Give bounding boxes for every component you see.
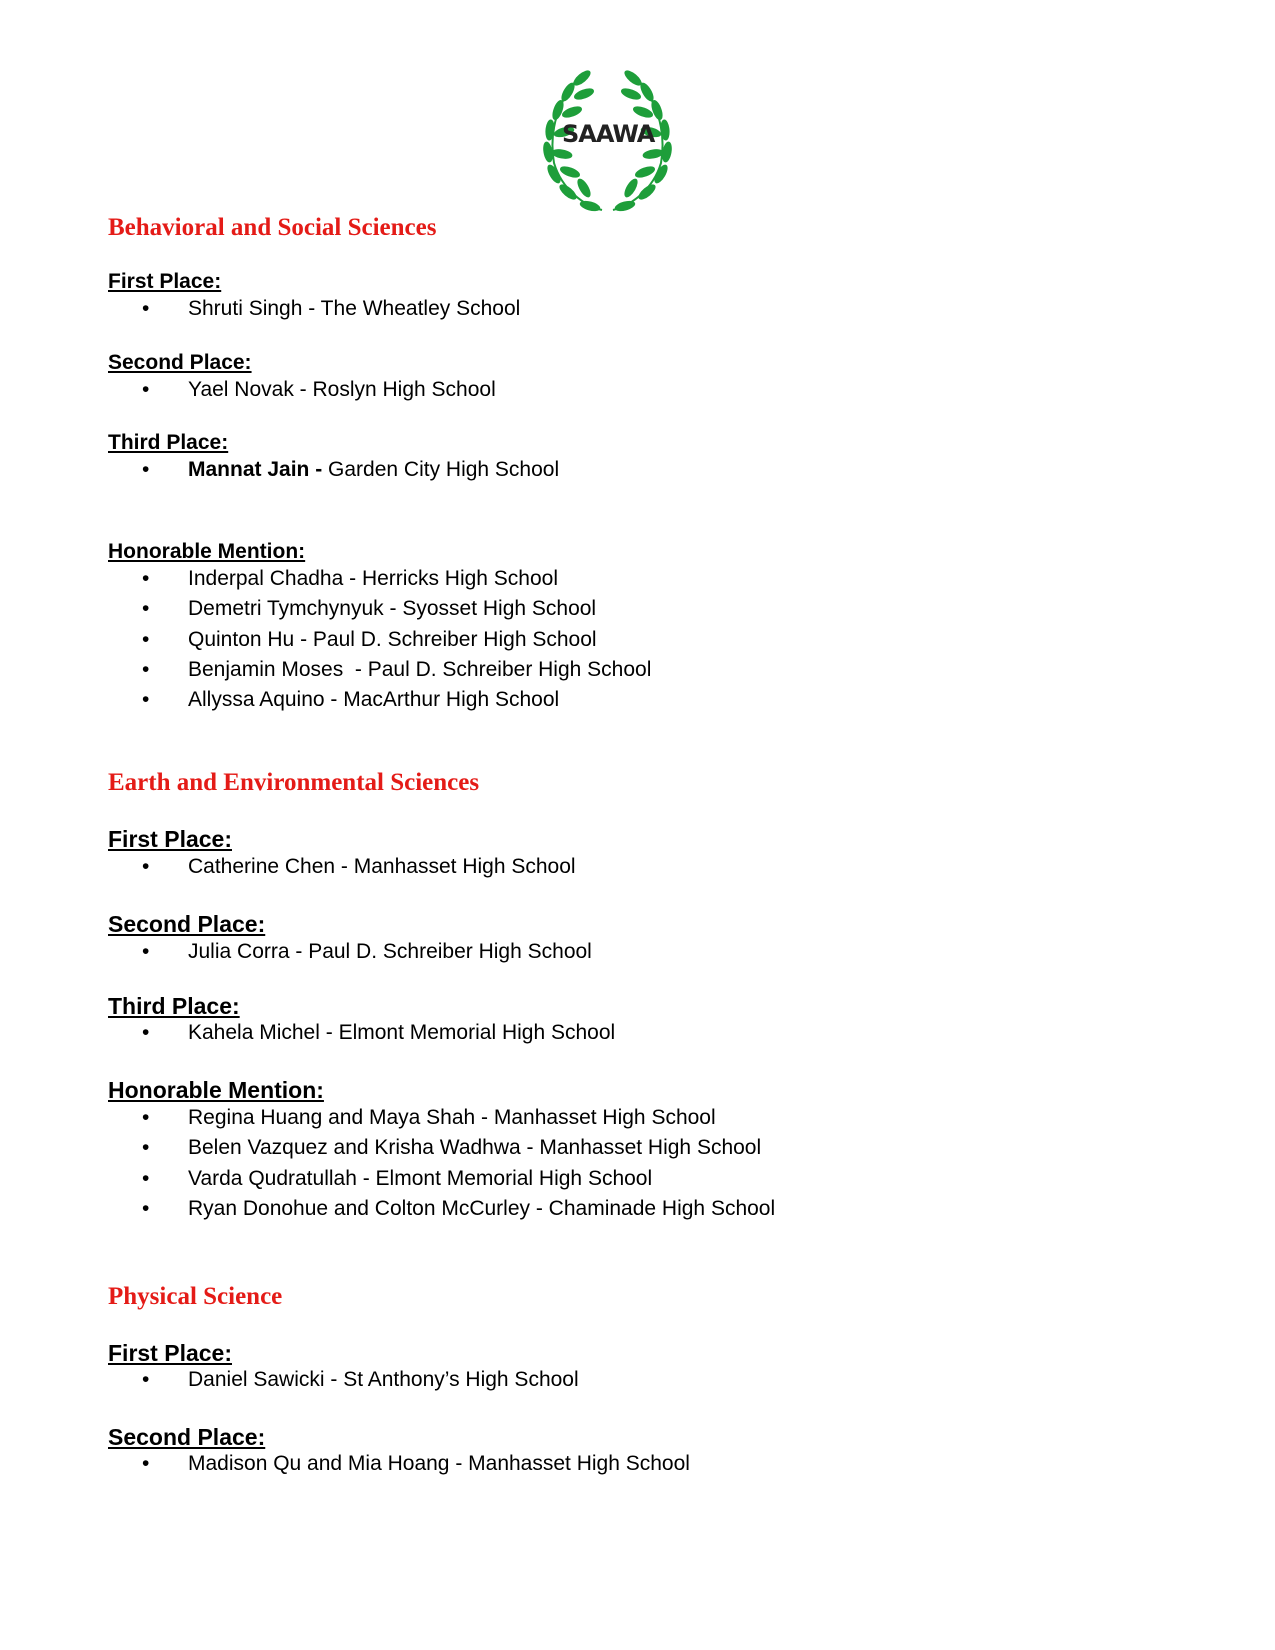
- place-label: First Place:: [108, 826, 232, 852]
- bullet-icon: •: [142, 1452, 150, 1475]
- winner-name: Mannat Jain -: [188, 458, 323, 481]
- bullet-icon: •: [142, 658, 150, 681]
- place-label: First Place:: [108, 1340, 232, 1366]
- bullet-icon: •: [142, 297, 150, 320]
- logo-text: SAAWA: [562, 120, 655, 148]
- bullet-icon: •: [142, 1106, 150, 1129]
- bullet-icon: •: [142, 1197, 150, 1220]
- bullet-icon: •: [142, 1368, 150, 1391]
- bullet-icon: •: [142, 628, 150, 651]
- place-label: Second Place:: [108, 911, 266, 937]
- place-label: Third Place:: [108, 431, 229, 454]
- bullet-icon: •: [142, 940, 150, 963]
- section-title-behavioral: Behavioral and Social Sciences: [108, 214, 437, 241]
- section-title-earth: Earth and Environmental Sciences: [108, 769, 480, 796]
- bullet-icon: •: [142, 378, 150, 401]
- place-label: Honorable Mention:: [108, 1077, 324, 1103]
- bullet-icon: •: [142, 1136, 150, 1159]
- bullet-icon: •: [142, 1167, 150, 1190]
- bullet-icon: •: [142, 597, 150, 620]
- bullet-icon: •: [142, 688, 150, 711]
- bullet-icon: •: [142, 567, 150, 590]
- bullet-icon: •: [142, 855, 150, 878]
- school-name: Garden City High School: [322, 458, 560, 481]
- place-label: Second Place:: [108, 1424, 266, 1450]
- bullet-icon: •: [142, 458, 150, 481]
- place-label: Second Place:: [108, 351, 252, 374]
- place-label: First Place:: [108, 270, 222, 293]
- saawa-logo: [540, 68, 675, 216]
- bullet-icon: •: [142, 1021, 150, 1044]
- place-label: Honorable Mention:: [108, 540, 306, 563]
- section-title-physical: Physical Science: [108, 1283, 283, 1310]
- place-label: Third Place:: [108, 993, 240, 1019]
